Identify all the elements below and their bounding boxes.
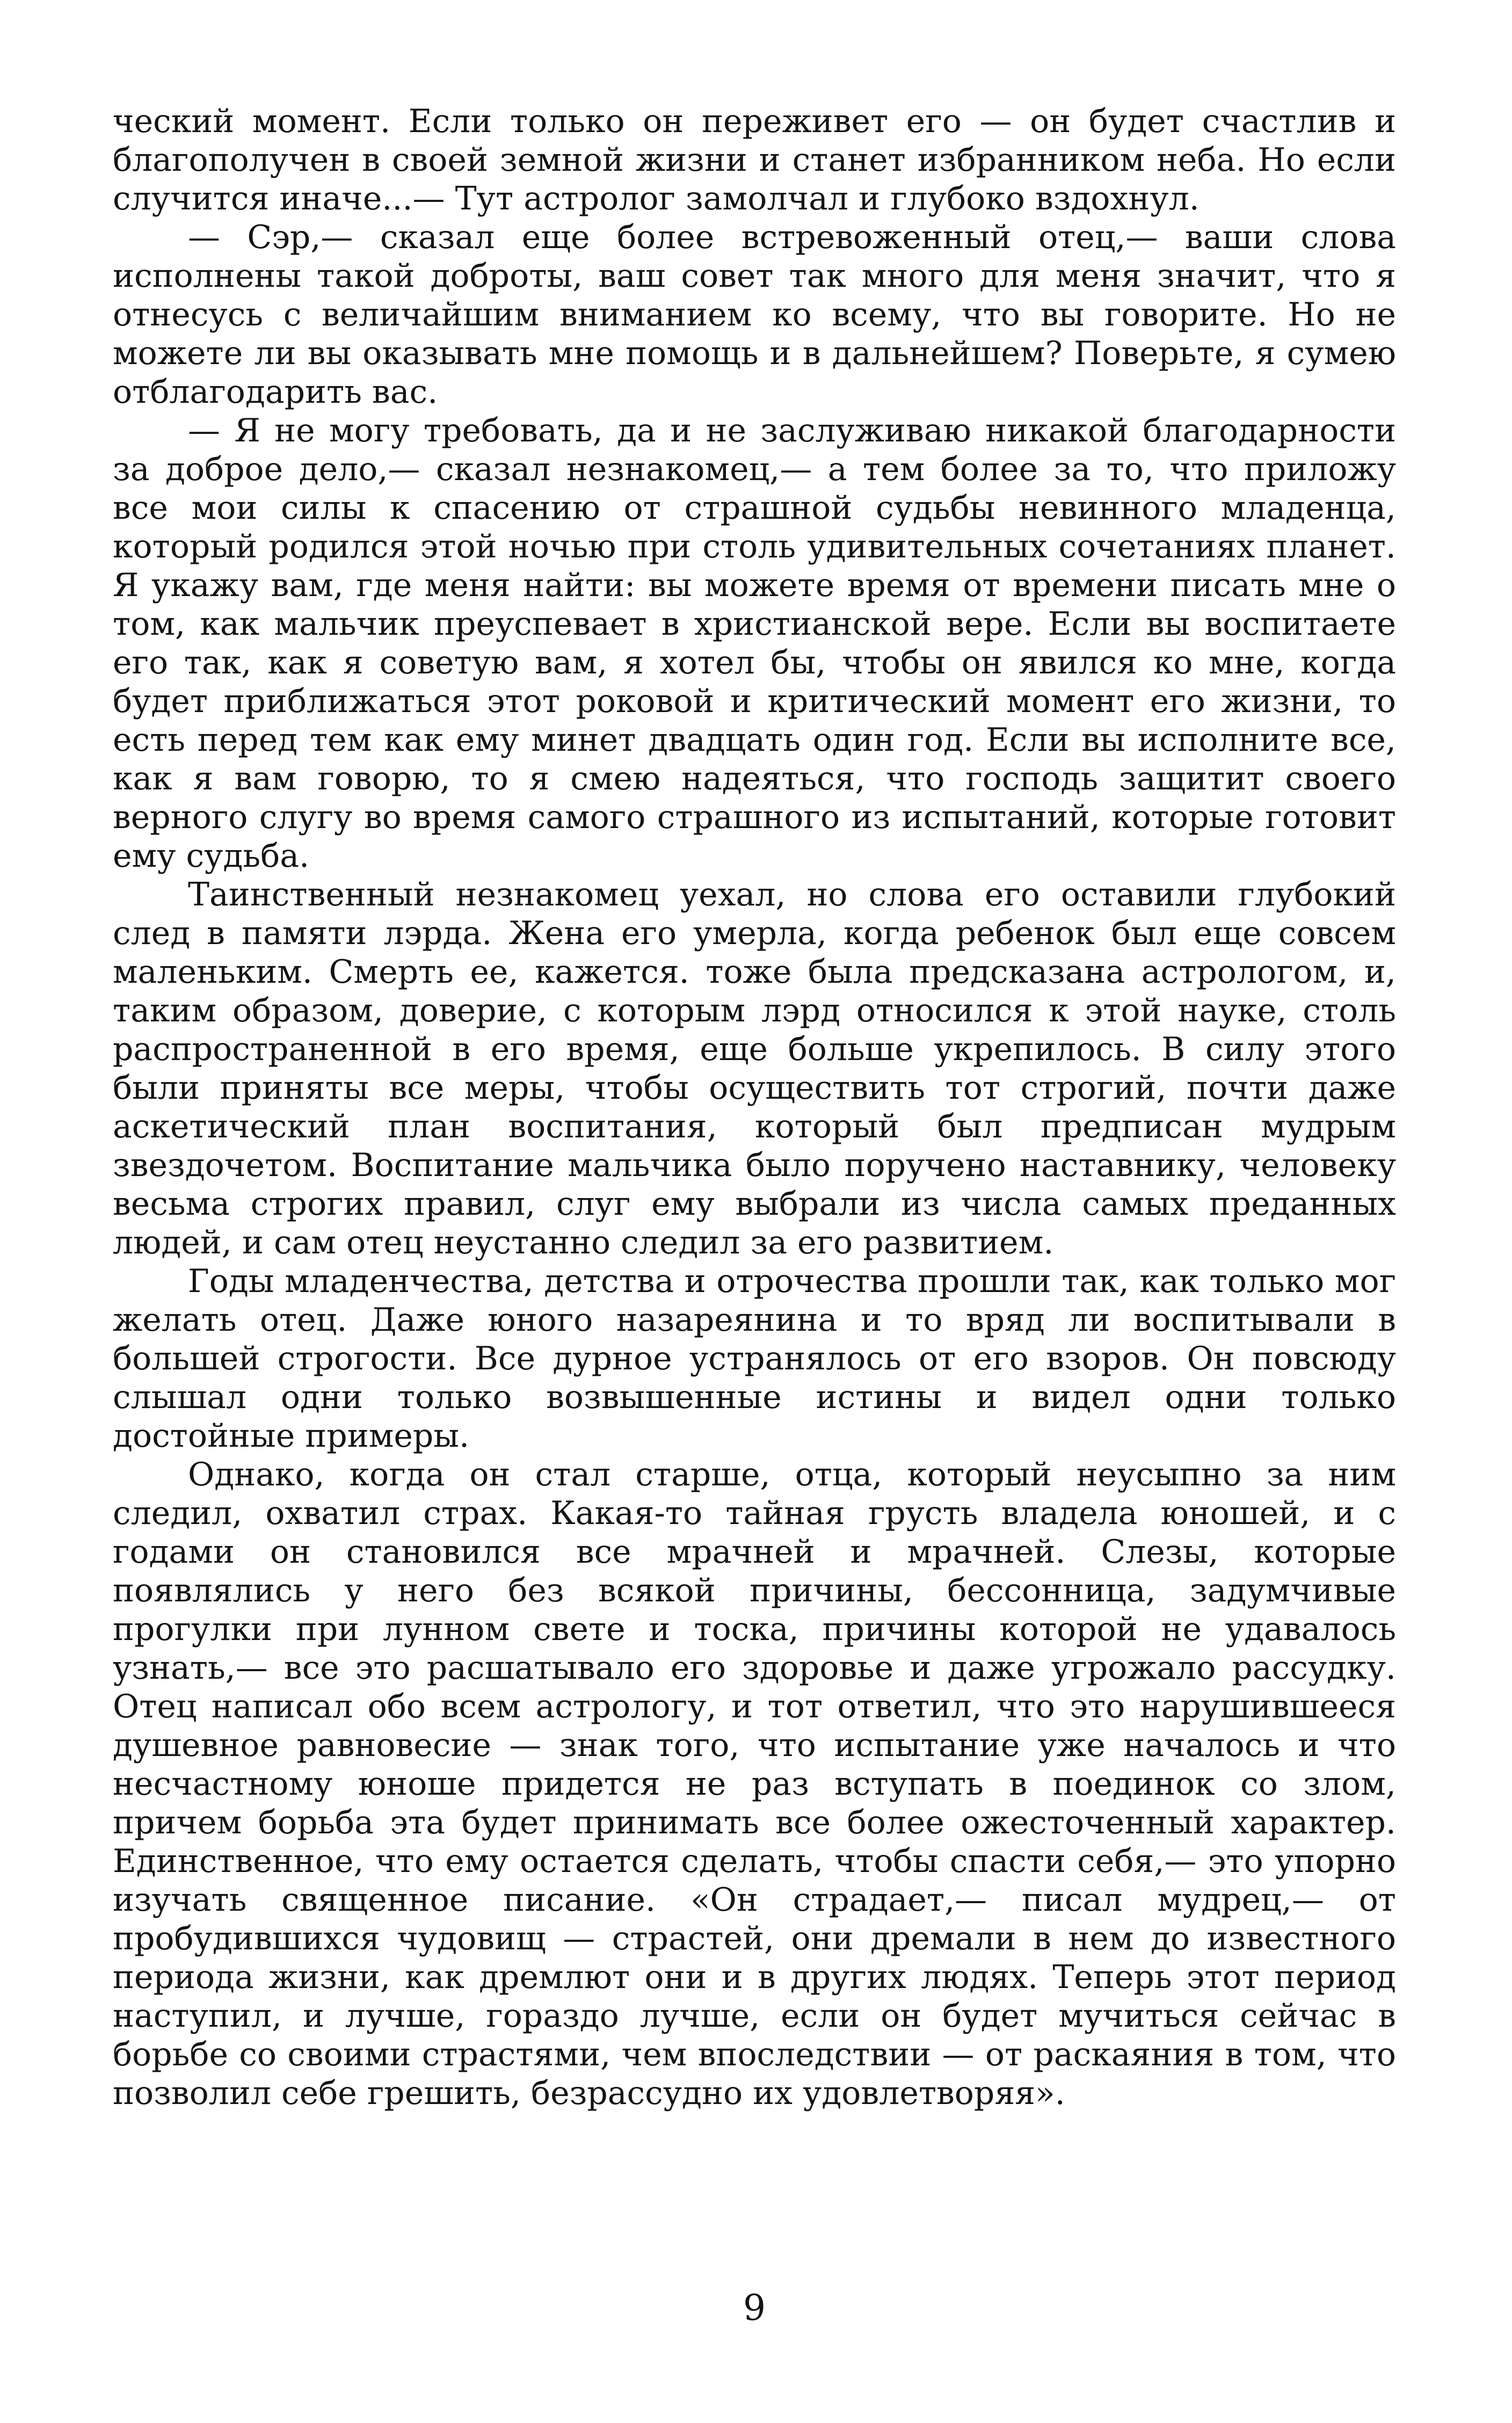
paragraph-1: ческий момент. Если только он переживет его — он будет счастлив и благополучен в своей земной жизни и станет избранником неба. Но если случится иначе...— Тут астролог замолчал и глубоко вздохнул. (113, 103, 1396, 217)
paragraph-5: Годы младенчества, детства и отрочества прошли так, как только мог желать отец. Даже юного назареянина и то вряд ли воспитывали в большей строгости. Все дурное устранялось от его взоров. Он повсюду слышал одни только возвышенные истины и видел одни только достойные примеры. (113, 1263, 1396, 1455)
body-text (113, 102, 1396, 2113)
paragraph-4: Таинственный незнакомец уехал, но слова его оставили глубокий след в памяти лэрда. Жена его умерла, когда ребенок был еще совсем маленьким. Смерть ее, кажется. тоже была предсказана астрологом, и, таким образом, доверие, с которым лэрд относился к этой науке, столь распространенной в его время, еще больше укрепилось. В силу этого были приняты все меры, чтобы осуществить тот строгий, почти даже аскетический план воспитания, который был предписан мудрым звездочетом. Воспитание мальчика было поручено наставнику, человеку весьма строгих правил, слуг ему выбрали из числа самых преданных людей, и сам отец неустанно следил за его развитием. (113, 876, 1396, 1261)
paragraph-3: — Я не могу требовать, да и не заслуживаю никакой благодарности за доброе дело,— сказал незнакомец,— а тем более за то, что приложу все мои силы к спасению от страшной судьбы невинного младенца, который родился этой ночью при столь удивительных сочетаниях планет. Я укажу вам, где меня найти: вы можете время от времени писать мне о том, как мальчик преуспевает в христианской вере. Если вы воспитаете его так, как я советую вам, я хотел бы, чтобы он явился ко мне, когда будет приближаться этот роковой и критический момент его жизни, то есть перед тем как ему минет двадцать один год. Если вы исполните все, как я вам говорю, то я смею надеяться, что господь защитит своего верного слугу во время самого страшного из испытаний, которые готовит ему судьба. (113, 412, 1396, 875)
paragraph-6: Однако, когда он стал старше, отца, который неусыпно за ним следил, охватил страх. Какая-то тайная грусть владела юношей, и с годами он становился все мрачней и мрачней. Слезы, которые появлялись у него без всякой причины, бессонница, задумчивые прогулки при лунном свете и тоска, причины которой не удавалось узнать,— все это расшатывало его здоровье и даже угрожало рассудку. Отец написал обо всем астрологу, и тот ответил, что это нарушившееся душевное равновесие — знак того, что испытание уже началось и что несчастному юноше придется не раз вступать в поединок со злом, причем борьба эта будет принимать все более ожесточенный характер. Единственное, что ему остается сделать, чтобы спасти себя,— это упорно изучать священное писание. «Он страдает,— писал мудрец,— от пробудившихся чудовищ — страстей, они дремали в нем до известного периода жизни, как дремлют они и в других людях. Теперь этот период наступил, и лучше, гораздо лучше, если он будет мучиться сейчас в борьбе со своими страстями, чем впоследствии — от раскаяния в том, что позволил себе грешить, безрассудно их удовлетворяя». (113, 1456, 1396, 2112)
paragraph-2: — Сэр,— сказал еще более встревоженный отец,— ваши слова исполнены такой доброты, ваш совет так много для меня значит, что я отнесусь с величайшим вниманием ко всему, что вы говорите. Но не можете ли вы оказывать мне помощь и в дальнейшем? Поверьте, я сумею отблагодарить вас. (113, 219, 1396, 411)
page-number: 9 (743, 2287, 766, 2328)
book-page (113, 102, 1396, 2328)
